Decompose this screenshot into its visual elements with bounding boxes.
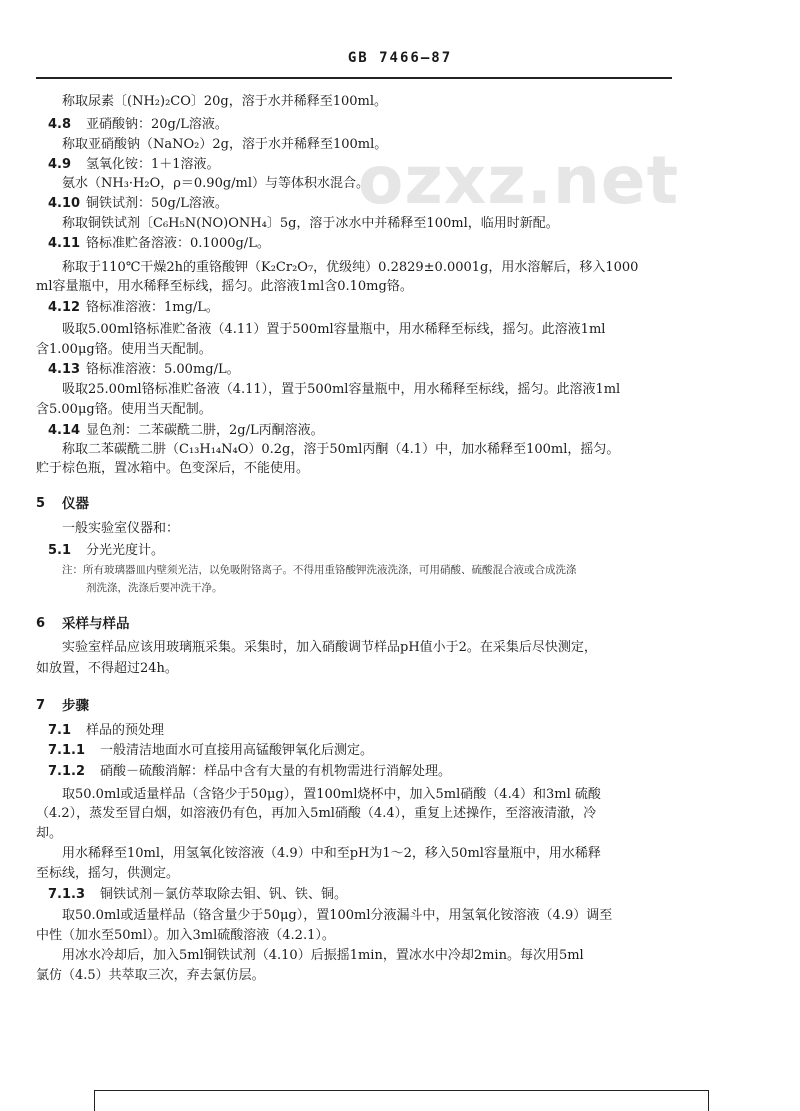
section-number: 6 [36,616,46,631]
document-header: GB 7466—87 [347,50,453,66]
section-number: 7 [36,698,46,713]
clause-number: 7.1.1 [48,743,86,758]
text-line: 称取二苯碳酰二肼（C₁₃H₁₄N₄O）0.2g，溶于50ml丙酮（4.1）中，加水稀释至100ml，摇匀。 [62,442,620,457]
clause-number: 4.9 [48,157,72,172]
text-line: 取50.0ml或适量样品（含铬少于50μg），置100ml烧杯中，加入5ml硝酸（4.4）和3ml 硫酸 [62,787,601,802]
text-line: 硝酸－硫酸消解：样品中含有大量的有机物需进行消解处理。 [100,764,452,779]
text-line: 吸取25.00ml铬标准贮备液（4.11），置于500ml容量瓶中，用水稀释至标线，摇匀。此溶液1ml [62,382,621,397]
text-line: （4.2），蒸发至冒白烟，如溶液仍有色，再加入5ml硝酸（4.4），重复上述操作，至溶液清澈，冷 [36,806,597,821]
clause-number: 4.12 [48,300,81,315]
text-line: 取50.0ml或适量样品（铬含量少于50μg），置100ml分液漏斗中，用氢氧化铵溶液（4.9）调至 [62,908,613,923]
clause-number: 4.13 [48,362,81,377]
text-line: 铬标准溶液：1mg/L。 [86,300,219,315]
text-line: ml容量瓶中，用水稀释至标线，摇匀。此溶液1ml含0.10mg铬。 [36,279,413,294]
section-title: 采样与样品 [62,616,130,632]
section-number: 5 [36,496,46,511]
clause-number: 4.10 [48,196,81,211]
text-line: 称取亚硝酸钠（NaNO₂）2g，溶于水并稀释至100ml。 [62,137,388,152]
text-line: 中性（加水至50ml）。加入3ml硫酸溶液（4.2.1）。 [36,928,335,943]
text-line: 用水稀释至10ml，用氢氧化铵溶液（4.9）中和至pH为1～2，移入50ml容量瓶中，用水稀释 [62,846,601,861]
note-line: 注：所有玻璃器皿内壁须光洁，以免吸附铬离子。不得用重铬酸钾洗液洗涤，可用硝酸、硫酸混合液或合成洗涤 [62,564,577,576]
text-line: 铜铁试剂－氯仿萃取除去钼、钒、铁、铜。 [100,887,348,902]
text-line: 显色剂：二苯碳酰二肼，2g/L丙酮溶液。 [86,423,324,438]
text-line: 称取铜铁试剂〔C₆H₅N(NO)ONH₄〕5g，溶于冰水中并稀释至100ml，临用时新配。 [62,216,559,231]
text-line: 分光光度计。 [86,543,165,558]
note-line: 剂洗涤，洗涤后要冲洗干净。 [86,582,223,594]
clause-number: 7.1.2 [48,764,86,779]
text-line: 实验室样品应该用玻璃瓶采集。采集时，加入硝酸调节样品pH值小于2。在采集后尽快测定， [62,640,597,655]
watermark: ozxz.net [358,142,680,219]
clause-number: 7.1 [48,723,72,738]
header-rule [36,77,672,79]
text-line: 氯仿（4.5）共萃取三次，弃去氯仿层。 [36,968,265,983]
text-line: 铬标准溶液：5.00mg/L。 [86,362,240,377]
section-title: 步骤 [62,698,89,714]
clause-number: 5.1 [48,543,72,558]
text-line: 亚硝酸钠：20g/L溶液。 [86,117,228,132]
text-line: 吸取5.00ml铬标准贮备液（4.11）置于500ml容量瓶中，用水稀释至标线，摇匀。此溶液1ml [62,322,606,337]
text-line: 含1.00μg铬。使用当天配制。 [36,342,212,357]
text-line: 含5.00μg铬。使用当天配制。 [36,402,212,417]
text-line: 称取尿素〔(NH₂)₂CO〕20g，溶于水并稀释至100ml。 [62,94,388,109]
section-title: 仪器 [62,496,89,512]
clause-number: 7.1.3 [48,887,86,902]
text-line: 一般实验室仪器和： [62,521,180,536]
text-line: 氨水（NH₃·H₂O，ρ＝0.90g/ml）与等体积水混合。 [62,176,370,191]
clause-number: 4.11 [48,236,81,251]
text-line: 铜铁试剂：50g/L溶液。 [86,196,228,211]
text-line: 却。 [36,826,63,841]
text-line: 贮于棕色瓶，置冰箱中。色变深后，不能使用。 [36,461,310,476]
text-line: 如放置，不得超过24h。 [36,661,178,676]
text-line: 铬标准贮备溶液：0.1000g/L。 [86,236,270,251]
text-line: 氢氧化铵：1＋1溶液。 [86,157,220,172]
text-line: 样品的预处理 [86,723,165,738]
text-line: 用冰水冷却后，加入5ml铜铁试剂（4.10）后振摇1min，置冰水中冷却2min。每次用5ml [62,948,584,963]
clause-number: 4.8 [48,117,72,132]
text-line: 一般清洁地面水可直接用高锰酸钾氧化后测定。 [100,743,374,758]
text-line: 至标线，摇匀，供测定。 [36,866,180,881]
clause-number: 4.14 [48,423,81,438]
bottom-frame [94,1090,709,1111]
text-line: 称取于110℃干燥2h的重铬酸钾（K₂Cr₂O₇，优级纯）0.2829±0.0001g，用水溶解后，移入1000 [62,260,639,275]
